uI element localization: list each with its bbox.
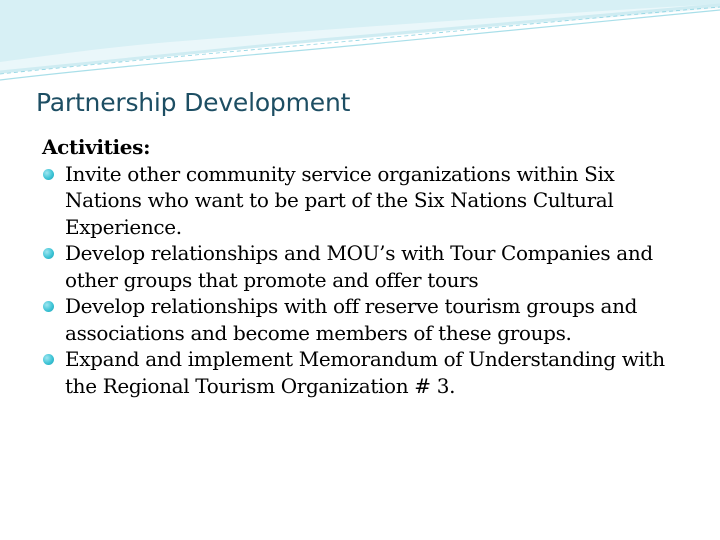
bullet-item: [42, 161, 692, 241]
bullet-item: [42, 293, 692, 346]
bullet-text: Expand and implement Memorandum of Understanding with the Regional Tourism Organization # 3.: [65, 347, 665, 398]
bullet-item: [42, 346, 692, 399]
activities-heading: Activities:: [42, 135, 151, 159]
wave-decoration: [0, 0, 720, 90]
slide-title: Partnership Development: [36, 88, 351, 117]
bullet-dot-icon: [43, 169, 54, 180]
slide-content: [42, 134, 692, 399]
bullet-text: Invite other community service organizations within Six Nations who want to be part of the Six Nations Cultural Experience.: [65, 161, 615, 239]
bullet-dot-icon: [43, 301, 54, 312]
bullet-dot-icon: [43, 248, 54, 259]
bullet-dot-icon: [43, 354, 54, 365]
bullet-item: [42, 240, 692, 293]
bullet-list: [42, 161, 692, 400]
bullet-text: Develop relationships and MOU’s with Tour Companies and other groups that promote and offer tours: [65, 241, 653, 292]
bullet-text: Develop relationships with off reserve tourism groups and associations and become members of these groups.: [65, 294, 638, 345]
